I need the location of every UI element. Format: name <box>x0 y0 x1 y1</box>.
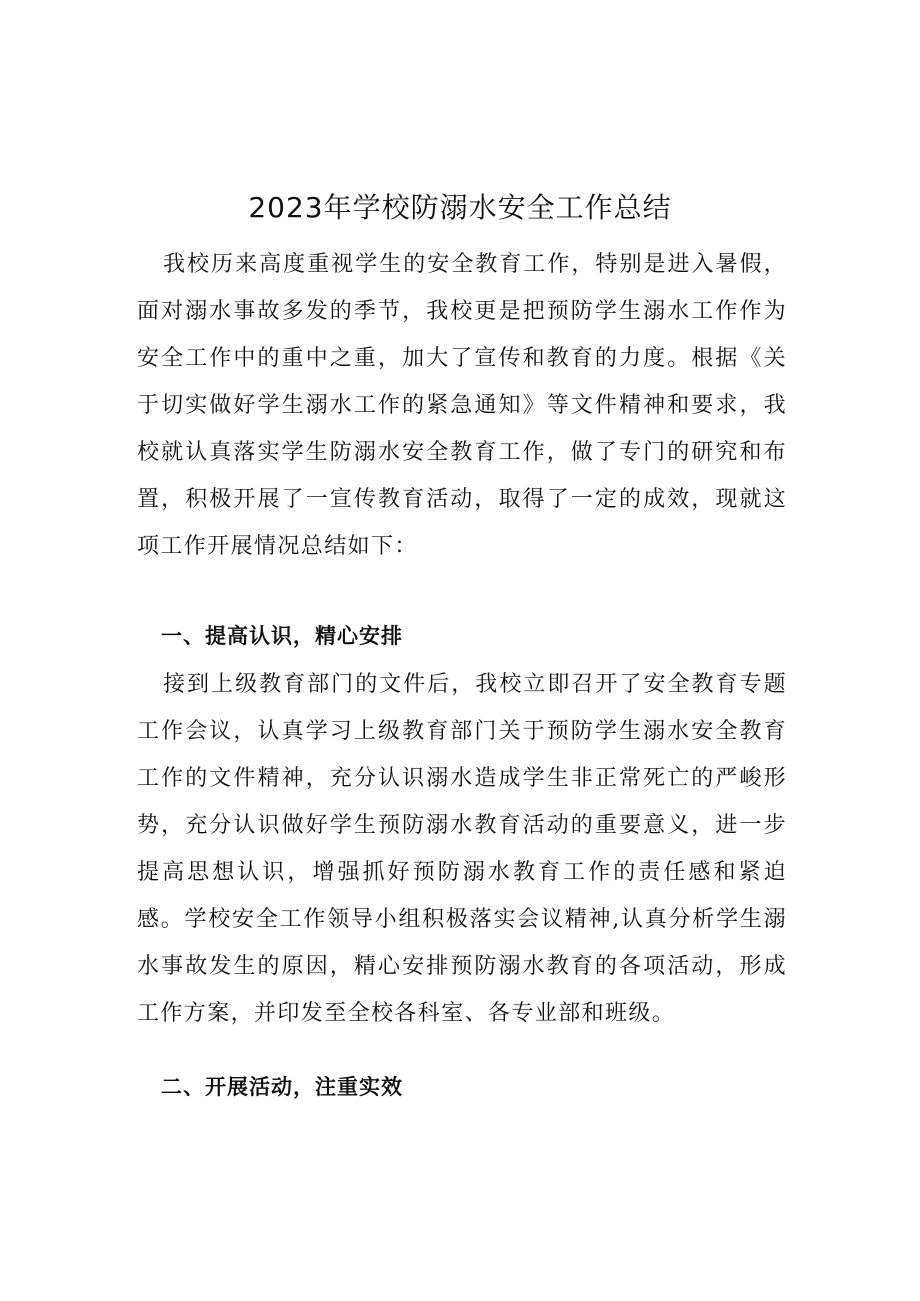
section-heading-2: 二、开展活动，注重实效 <box>161 1075 403 1099</box>
document-title: 2023年学校防溺水安全工作总结 <box>248 191 672 224</box>
section-heading-1: 一、提高认识，精心安排 <box>161 624 403 648</box>
section-1-paragraph: 接到上级教育部门的文件后，我校立即召开了安全教育专题工作会议，认真学习上级教育部门关于预防学生溺水安全教育工作的文件精神，充分认识溺水造成学生非正常死亡的严峻形势，充分认识做好学生预防溺水教育活动的重要意义，进一步提高思想认识，增强抓好预防溺水教育工作的责任感和紧迫感。学校安全工作领导小组积极落实会议精神,认真分析学生溺水事故发生的原因，精心安排预防溺水教育的各项活动，形成工作方案，并印发至全校各科室、各专业部和班级。 <box>137 672 787 1026</box>
intro-paragraph: 我校历来高度重视学生的安全教育工作，特别是进入暑假，面对溺水事故多发的季节，我校更是把预防学生溺水工作作为安全工作中的重中之重，加大了宣传和教育的力度。根据《关于切实做好学生溺水工作的紧急通知》等文件精神和要求，我校就认真落实学生防溺水安全教育工作，做了专门的研究和布置，积极开展了一宣传教育活动，取得了一定的成效，现就这项工作开展情况总结如下： <box>137 252 787 559</box>
